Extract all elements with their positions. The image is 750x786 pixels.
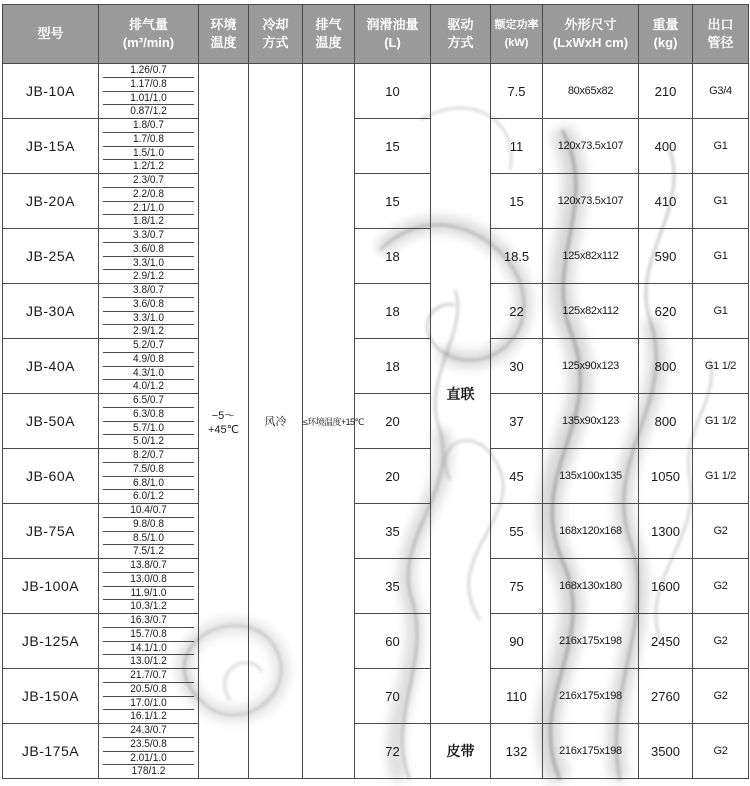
flow-value: 21.7/0.7: [103, 669, 194, 683]
flow-value: 13.8/0.7: [103, 559, 194, 573]
dimensions-cell: 135x90x123: [543, 394, 639, 449]
weight-cell: 620: [639, 284, 693, 339]
flow-value: 4.0/1.2: [133, 380, 164, 393]
model-cell: JB-75A: [3, 504, 99, 559]
flow-value: 2.2/0.8: [103, 188, 194, 202]
power-cell: 75: [491, 559, 543, 614]
flow-value: 1.8/1.2: [133, 215, 164, 228]
weight-cell: 3500: [639, 724, 693, 779]
outlet-cell: G2: [693, 724, 749, 779]
outlet-cell: G2: [693, 559, 749, 614]
outlet-cell: G2: [693, 504, 749, 559]
flow-value: 1.5/1.0: [103, 147, 194, 161]
header-weight: 重量 (kg): [639, 5, 693, 64]
flow-value: 23.5/0.8: [103, 738, 194, 752]
oil-cell: 35: [355, 559, 431, 614]
flow-value: 2.9/1.2: [133, 325, 164, 338]
oil-cell: 20: [355, 449, 431, 504]
flow-list: [99, 119, 198, 173]
oil-cell: 70: [355, 669, 431, 724]
outlet-cell: G1: [693, 229, 749, 284]
flow-value: 6.0/1.2: [133, 490, 164, 503]
weight-cell: 1600: [639, 559, 693, 614]
outlet-cell: G2: [693, 669, 749, 724]
flow-value: 3.8/0.7: [103, 284, 194, 298]
power-cell: 132: [491, 724, 543, 779]
flow-value: 4.3/1.0: [103, 367, 194, 381]
weight-cell: 2450: [639, 614, 693, 669]
dimensions-cell: 125x90x123: [543, 339, 639, 394]
flow-value: 7.5/0.8: [103, 463, 194, 477]
dimensions-cell: 135x100x135: [543, 449, 639, 504]
weight-cell: 2760: [639, 669, 693, 724]
flow-value: 1.26/0.7: [103, 64, 194, 78]
flow-value: 7.5/1.2: [133, 545, 164, 558]
flow-value: 13.0/1.2: [130, 655, 167, 668]
oil-cell: 15: [355, 119, 431, 174]
flow-value: 4.9/0.8: [103, 353, 194, 367]
table-row: [3, 614, 749, 669]
power-cell: 37: [491, 394, 543, 449]
flow-value: 8.5/1.0: [103, 532, 194, 546]
model-cell: JB-100A: [3, 559, 99, 614]
header-exhaust: 排气 温度: [303, 5, 355, 64]
power-cell: 11: [491, 119, 543, 174]
table-row: [3, 394, 749, 449]
oil-cell: 18: [355, 284, 431, 339]
weight-cell: 590: [639, 229, 693, 284]
power-cell: 55: [491, 504, 543, 559]
dimensions-cell: 216x175x198: [543, 614, 639, 669]
flow-value: 6.3/0.8: [103, 408, 194, 422]
header-model: 型号: [3, 5, 99, 64]
flow-value: 1.2/1.2: [133, 160, 164, 173]
flow-value: 2.1/1.0: [103, 202, 194, 216]
flow-cell: [99, 119, 199, 174]
exhaust-temp-cell: [303, 64, 364, 779]
outlet-cell: G1 1/2: [693, 339, 749, 394]
flow-cell: [99, 559, 199, 614]
flow-value: 16.1/1.2: [130, 710, 167, 723]
model-cell: JB-25A: [3, 229, 99, 284]
outlet-cell: G1: [693, 284, 749, 339]
header-ambient: 环境 温度: [199, 5, 249, 64]
flow-cell: [99, 449, 199, 504]
flow-value: 13.0/0.8: [103, 573, 194, 587]
flow-cell: [99, 229, 199, 284]
flow-value: 1.17/0.8: [103, 78, 194, 92]
flow-value: 2.3/0.7: [103, 174, 194, 188]
flow-value: 1.7/0.8: [103, 133, 194, 147]
flow-list: [99, 284, 198, 338]
drive-belt-cell: 皮带: [431, 724, 491, 779]
flow-value: 15.7/0.8: [103, 628, 194, 642]
header-oil: 润滑油量 (L): [355, 5, 431, 64]
flow-value: 1.01/1.0: [103, 92, 194, 106]
flow-value: 3.3/1.0: [103, 257, 194, 271]
model-cell: JB-60A: [3, 449, 99, 504]
flow-value: 8.2/0.7: [103, 449, 194, 463]
flow-value: 10.3/1.2: [130, 600, 167, 613]
flow-list: [99, 64, 198, 118]
dimensions-cell: 168x130x180: [543, 559, 639, 614]
flow-list: [99, 669, 198, 723]
power-cell: 7.5: [491, 64, 543, 119]
outlet-cell: G3/4: [693, 64, 749, 119]
dimensions-cell: 125x82x112: [543, 284, 639, 339]
table-row: [3, 64, 749, 119]
flow-value: 20.5/0.8: [103, 683, 194, 697]
header-row: [3, 5, 749, 64]
oil-cell: 20: [355, 394, 431, 449]
flow-cell: [99, 174, 199, 229]
flow-value: 11.9/1.0: [103, 587, 194, 601]
table-row: [3, 724, 749, 779]
flow-list: [99, 174, 198, 228]
outlet-cell: G1: [693, 174, 749, 229]
flow-value: 9.8/0.8: [103, 518, 194, 532]
flow-cell: [99, 394, 199, 449]
outlet-cell: G1: [693, 119, 749, 174]
flow-list: [99, 559, 198, 613]
dimensions-cell: 80x65x82: [543, 64, 639, 119]
compressor-spec-table: [2, 4, 749, 779]
weight-cell: 800: [639, 394, 693, 449]
flow-value: 3.6/0.8: [103, 243, 194, 257]
weight-cell: 800: [639, 339, 693, 394]
flow-value: 6.8/1.0: [103, 477, 194, 491]
flow-value: 1.8/0.7: [103, 119, 194, 133]
flow-value: 10.4/0.7: [103, 504, 194, 518]
oil-cell: 15: [355, 174, 431, 229]
outlet-cell: G1 1/2: [693, 394, 749, 449]
model-cell: JB-30A: [3, 284, 99, 339]
flow-value: 5.7/1.0: [103, 422, 194, 436]
power-cell: 30: [491, 339, 543, 394]
model-cell: JB-15A: [3, 119, 99, 174]
flow-value: 5.2/0.7: [103, 339, 194, 353]
flow-cell: [99, 504, 199, 559]
table-row: [3, 119, 749, 174]
model-cell: JB-150A: [3, 669, 99, 724]
weight-cell: 410: [639, 174, 693, 229]
dimensions-cell: 120x73.5x107: [543, 119, 639, 174]
spec-table-container: [2, 4, 748, 779]
header-flow: 排气量 (m³/min): [99, 5, 199, 64]
ambient-temp-value: −5～+45℃: [207, 409, 239, 436]
flow-list: [99, 449, 198, 503]
drive-direct-cell: 直联: [431, 64, 491, 724]
flow-value: 3.6/0.8: [103, 298, 194, 312]
weight-cell: 1300: [639, 504, 693, 559]
power-cell: 110: [491, 669, 543, 724]
weight-cell: 400: [639, 119, 693, 174]
flow-cell: [99, 724, 199, 779]
cooling-method-value: 风冷: [264, 416, 287, 428]
table-row: [3, 669, 749, 724]
table-row: [3, 339, 749, 394]
oil-cell: 18: [355, 339, 431, 394]
flow-cell: [99, 614, 199, 669]
flow-cell: [99, 284, 199, 339]
outlet-cell: G2: [693, 614, 749, 669]
model-cell: JB-125A: [3, 614, 99, 669]
dimensions-cell: 168x120x168: [543, 504, 639, 559]
dimensions-cell: 216x175x198: [543, 669, 639, 724]
flow-value: 3.3/0.7: [103, 229, 194, 243]
power-cell: 90: [491, 614, 543, 669]
flow-value: 3.3/1.0: [103, 312, 194, 326]
header-dimensions: 外形尺寸 (LxWxH cm): [543, 5, 639, 64]
flow-value: 16.3/0.7: [103, 614, 194, 628]
model-cell: JB-50A: [3, 394, 99, 449]
oil-cell: 60: [355, 614, 431, 669]
model-cell: JB-20A: [3, 174, 99, 229]
flow-cell: [99, 669, 199, 724]
table-row: [3, 174, 749, 229]
flow-value: 17.0/1.0: [103, 697, 194, 711]
model-cell: JB-40A: [3, 339, 99, 394]
table-row: [3, 559, 749, 614]
outlet-cell: G1 1/2: [693, 449, 749, 504]
ambient-temp-cell: [199, 64, 249, 779]
model-cell: JB-10A: [3, 64, 99, 119]
table-row: [3, 229, 749, 284]
flow-list: [99, 724, 198, 778]
flow-list: [99, 504, 198, 558]
flow-value: 0.87/1.2: [130, 105, 167, 118]
exhaust-temp-value: ≤环境温度+15℃: [303, 416, 364, 427]
flow-list: [99, 339, 198, 393]
table-row: [3, 284, 749, 339]
flow-value: 5.0/1.2: [133, 435, 164, 448]
header-cooling: 冷却 方式: [249, 5, 303, 64]
header-outlet: 出口 管径: [693, 5, 749, 64]
power-cell: 15: [491, 174, 543, 229]
spec-table-body: [3, 64, 749, 779]
weight-cell: 1050: [639, 449, 693, 504]
flow-list: [99, 229, 198, 283]
power-cell: 22: [491, 284, 543, 339]
dimensions-cell: 216x175x198: [543, 724, 639, 779]
cooling-method-cell: [249, 64, 303, 779]
power-cell: 45: [491, 449, 543, 504]
flow-list: [99, 394, 198, 448]
oil-cell: 10: [355, 64, 431, 119]
header-power: 额定功率 (kW): [491, 5, 543, 64]
weight-cell: 210: [639, 64, 693, 119]
power-cell: 18.5: [491, 229, 543, 284]
flow-value: 6.5/0.7: [103, 394, 194, 408]
flow-list: [99, 614, 198, 668]
oil-cell: 35: [355, 504, 431, 559]
table-row: [3, 504, 749, 559]
oil-cell: 18: [355, 229, 431, 284]
flow-value: 2.9/1.2: [133, 270, 164, 283]
flow-cell: [99, 64, 199, 119]
dimensions-cell: 120x73.5x107: [543, 174, 639, 229]
oil-cell: 72: [355, 724, 431, 779]
flow-value: 14.1/1.0: [103, 642, 194, 656]
flow-cell: [99, 339, 199, 394]
header-drive: 驱动 方式: [431, 5, 491, 64]
flow-value: 2.01/1.0: [103, 752, 194, 766]
flow-value: 178/1.2: [131, 765, 166, 778]
model-cell: JB-175A: [3, 724, 99, 779]
flow-value: 24.3/0.7: [103, 724, 194, 738]
table-row: [3, 449, 749, 504]
dimensions-cell: 125x82x112: [543, 229, 639, 284]
